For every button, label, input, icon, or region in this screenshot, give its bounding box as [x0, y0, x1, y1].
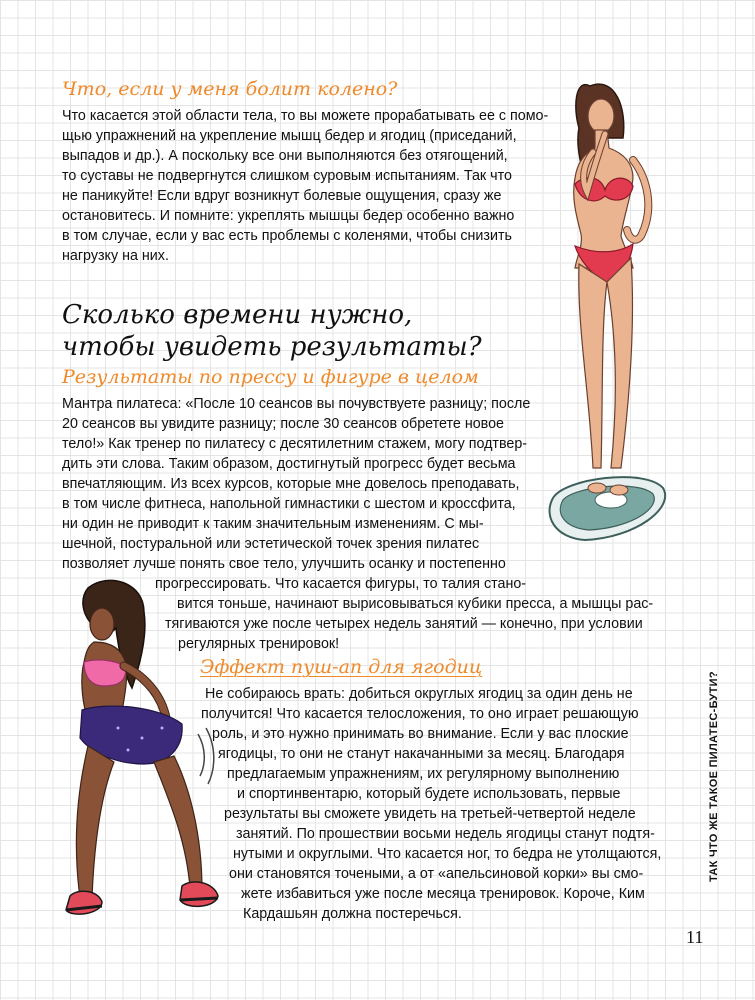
text-line: Не собираюсь врать: добиться округлых ягодиц за один день не	[205, 686, 633, 702]
text-line: занятий. По прошествии восьми недель ягодицы станут подтя-	[236, 826, 655, 842]
text-line: нутыми и округлыми. Что касается ног, то бедра не утолщаются,	[233, 846, 662, 862]
text-line: регулярных тренировок!	[178, 636, 340, 652]
text-line: получится! Что касается телосложения, то оно играет решающую	[201, 706, 639, 722]
section-title-line-1: Сколько времени нужно,	[62, 300, 413, 330]
woman-squatting-illustration	[58, 578, 228, 943]
text-line: тело!» Как тренер по пилатесу с десятилетним стажем, могу подтвер-	[62, 436, 528, 452]
text-line: вится тоньше, начинают вырисовываться кубики пресса, а мышцы рас-	[177, 596, 654, 612]
text-line: то суставы не подвергнутся слишком суровым испытаниям. Так что	[62, 168, 512, 184]
text-line: Мантра пилатеса: «После 10 сеансов вы почувствуете разницу; после	[62, 396, 531, 412]
text-line: жете избавиться уже после месяца тренировок. Короче, Ким	[241, 886, 645, 902]
text-line: шечной, постуральной или эстетической точек зрения пилатес	[62, 536, 480, 552]
text-line: в том числе фитнеса, напольной гимнастики с шестом и кроссфита,	[62, 496, 516, 512]
text-line: и спортинвентарю, который будете использовать, первые	[237, 786, 621, 802]
text-line: не паникуйте! Если вдруг возникнут болевые ощущения, сразу же	[62, 188, 502, 204]
heading-push-up-effect: Эффект пуш-ап для ягодиц	[200, 656, 483, 678]
text-line: результаты вы сможете увидеть на третьей-четвертой неделе	[224, 806, 636, 822]
text-line: ни один не приводит к таким значительным изменениям. С мы-	[62, 516, 484, 532]
text-line: позволяет лучше понять свое тело, улучшить осанку и постепенно	[62, 556, 506, 572]
text-line: роль, и это нужно принимать во внимание. Если у вас плоские	[212, 726, 629, 742]
text-line: ягодицы, то они не станут накачанными за месяц. Благодаря	[218, 746, 625, 762]
text-line: дить эти слова. Таким образом, достигнутый прогресс будет весьма	[62, 456, 516, 472]
text-line: остановитесь. И помните: укреплять мышцы бедер особенно важно	[62, 208, 515, 224]
text-line: предлагаемым упражнениям, их регулярному выполнению	[227, 766, 620, 782]
heading-knee-pain: Что, если у меня болит колено?	[62, 78, 398, 100]
text-line: 20 сеансов вы увидите разницу; после 30 сеансов обретете новое	[62, 416, 505, 432]
text-line: тягиваются уже после четырех недель занятий — конечно, при условии	[165, 616, 643, 632]
text-line: нагрузку на них.	[62, 248, 169, 264]
page-number: 11	[686, 927, 704, 947]
section-title-line-2: чтобы увидеть результаты?	[62, 332, 482, 362]
text-line: в том случае, если у вас есть проблемы с коленями, чтобы снизить	[62, 228, 512, 244]
side-running-title: ТАК ЧТО ЖЕ ТАКОЕ ПИЛАТЕС-БУТИ?	[708, 671, 720, 882]
text-line: щью упражнений на укрепление мышц бедер и ягодиц (приседаний,	[62, 128, 517, 144]
text-line: выпадов и др.). А поскольку все они выполняются без отягощений,	[62, 148, 508, 164]
subheading-results: Результаты по прессу и фигуре в целом	[62, 366, 479, 388]
text-line: прогрессировать. Что касается фигуры, то талия стано-	[155, 576, 527, 592]
woman-on-scale-illustration	[535, 68, 685, 548]
text-line: впечатляющим. Из всех курсов, которые мне довелось преподавать,	[62, 476, 520, 492]
text-line: они становятся точеными, а от «апельсиновой корки» вы смо-	[229, 866, 644, 882]
text-line: Что касается этой области тела, то вы можете прорабатывать ее с помо-	[62, 108, 549, 124]
text-line: Кардашьян должна постеречься.	[243, 906, 462, 922]
